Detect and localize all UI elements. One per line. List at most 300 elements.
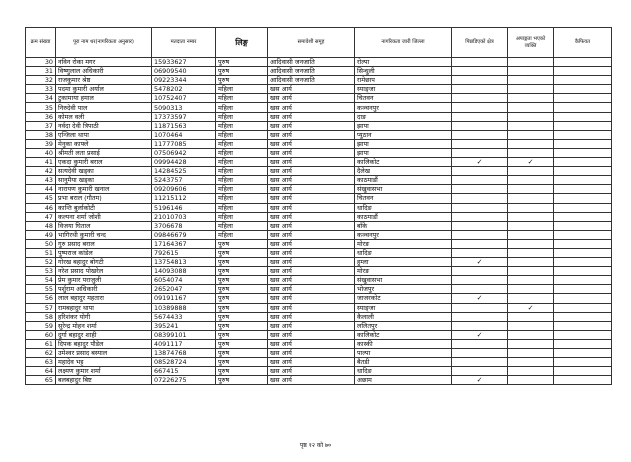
cell-voter-number: 6054074: [152, 276, 216, 285]
cell-voter-number: 08528724: [152, 358, 216, 367]
cell-district: काठमाडौं: [355, 212, 452, 221]
cell-voter-number: 07226275: [152, 376, 216, 385]
cell-serial: 64: [26, 367, 56, 376]
cell-district: चितवन: [355, 94, 452, 103]
cell-remarks: [554, 76, 612, 85]
cell-gender: महिला: [216, 121, 268, 130]
cell-inclusive-group: खस आर्य: [268, 239, 355, 248]
cell-disabled-person: [508, 121, 554, 130]
cell-serial: 50: [26, 239, 56, 248]
cell-district: पाल्पा: [355, 349, 452, 358]
header-backward-area: पिछडिएको क्षेत्र: [452, 28, 508, 58]
cell-serial: 53: [26, 267, 56, 276]
table-row: [26, 285, 612, 294]
cell-district: कास्की: [355, 339, 452, 348]
cell-gender: महिला: [216, 167, 268, 176]
cell-voter-number: 10752407: [152, 94, 216, 103]
cell-name: राजकुमार श्रेष्ठ: [56, 76, 152, 85]
cell-district: काठमाडौं: [355, 176, 452, 185]
cell-inclusive-group: खस आर्य: [268, 185, 355, 194]
table-row: [26, 139, 612, 148]
cell-backward-area: [452, 303, 508, 312]
cell-voter-number: 17164367: [152, 239, 216, 248]
cell-inclusive-group: खस आर्य: [268, 139, 355, 148]
cell-voter-number: 17373597: [152, 112, 216, 121]
cell-inclusive-group: खस आर्य: [268, 103, 355, 112]
cell-voter-number: 11871563: [152, 121, 216, 130]
cell-backward-area: [452, 194, 508, 203]
cell-inclusive-group: खस आर्य: [268, 212, 355, 221]
cell-voter-number: 09209606: [152, 185, 216, 194]
cell-inclusive-group: खस आर्य: [268, 176, 355, 185]
cell-inclusive-group: खस आर्य: [268, 321, 355, 330]
cell-disabled-person: [508, 230, 554, 239]
cell-remarks: [554, 67, 612, 76]
cell-serial: 38: [26, 130, 56, 139]
cell-name: एकदा कुमारी बराल: [56, 158, 152, 167]
cell-backward-area: [452, 58, 508, 67]
cell-inclusive-group: खस आर्य: [268, 330, 355, 339]
cell-serial: 35: [26, 103, 56, 112]
cell-name: उमेश्वर प्रसाद बस्याल: [56, 349, 152, 358]
cell-remarks: [554, 85, 612, 94]
cell-backward-area: ✓: [452, 158, 508, 167]
cell-disabled-person: [508, 67, 554, 76]
cell-remarks: [554, 121, 612, 130]
cell-backward-area: [452, 349, 508, 358]
table-row: [26, 121, 612, 130]
cell-serial: 54: [26, 276, 56, 285]
cell-remarks: [554, 194, 612, 203]
cell-backward-area: [452, 367, 508, 376]
cell-remarks: [554, 267, 612, 276]
cell-inclusive-group: खस आर्य: [268, 358, 355, 367]
cell-disabled-person: ✓: [508, 158, 554, 167]
cell-name: नविन रोका मगर: [56, 58, 152, 67]
table-row: [26, 267, 612, 276]
cell-gender: पुरुष: [216, 321, 268, 330]
cell-inclusive-group: खस आर्य: [268, 367, 355, 376]
header-remarks: कैफियत: [554, 28, 612, 58]
cell-name: टुकामाया हमाल: [56, 94, 152, 103]
cell-inclusive-group: खस आर्य: [268, 376, 355, 385]
cell-gender: महिला: [216, 194, 268, 203]
table-row: [26, 167, 612, 176]
cell-district: सिन्धुली: [355, 67, 452, 76]
cell-gender: महिला: [216, 212, 268, 221]
cell-disabled-person: [508, 276, 554, 285]
cell-serial: 61: [26, 339, 56, 348]
table-row: [26, 76, 612, 85]
cell-name: कोमल वली: [56, 112, 152, 121]
cell-voter-number: 3706678: [152, 221, 216, 230]
cell-inclusive-group: खस आर्य: [268, 339, 355, 348]
cell-remarks: [554, 276, 612, 285]
cell-name: कान्ति बुर्लाकोटी: [56, 203, 152, 212]
cell-voter-number: 14284525: [152, 167, 216, 176]
cell-voter-number: 5478202: [152, 85, 216, 94]
cell-inclusive-group: खस आर्य: [268, 285, 355, 294]
cell-name: गुरु प्रसाद बराल: [56, 239, 152, 248]
cell-voter-number: 10389888: [152, 303, 216, 312]
cell-serial: 34: [26, 94, 56, 103]
cell-remarks: [554, 212, 612, 221]
cell-name: महादेव भट्ट: [56, 358, 152, 367]
cell-name: प्रेम कुमार पराजुली: [56, 276, 152, 285]
cell-district: मोरङ: [355, 239, 452, 248]
cell-gender: पुरुष: [216, 376, 268, 385]
cell-serial: 55: [26, 285, 56, 294]
cell-gender: महिला: [216, 94, 268, 103]
table-body: [26, 58, 612, 385]
cell-inclusive-group: खस आर्य: [268, 267, 355, 276]
table-row: [26, 376, 612, 385]
cell-backward-area: [452, 321, 508, 330]
cell-remarks: [554, 376, 612, 385]
cell-backward-area: [452, 185, 508, 194]
cell-district: झापा: [355, 139, 452, 148]
cell-disabled-person: [508, 203, 554, 212]
cell-gender: पुरुष: [216, 267, 268, 276]
cell-remarks: [554, 303, 612, 312]
candidate-list-sheet: [25, 27, 611, 385]
cell-inclusive-group: खस आर्य: [268, 194, 355, 203]
cell-remarks: [554, 112, 612, 121]
table-row: [26, 330, 612, 339]
page-footer: पृष्ठ १२ को ७०: [299, 442, 332, 449]
cell-disabled-person: [508, 212, 554, 221]
cell-serial: 32: [26, 76, 56, 85]
cell-name: दिपक बहादुर पौडेल: [56, 339, 152, 348]
cell-serial: 43: [26, 176, 56, 185]
cell-serial: 36: [26, 112, 56, 121]
cell-voter-number: 09223344: [152, 76, 216, 85]
cell-backward-area: [452, 221, 508, 230]
cell-inclusive-group: खस आर्य: [268, 148, 355, 157]
cell-backward-area: [452, 112, 508, 121]
cell-district: कैलाली: [355, 312, 452, 321]
cell-inclusive-group: खस आर्य: [268, 130, 355, 139]
cell-disabled-person: [508, 321, 554, 330]
header-voter-number: मतदाता नम्बर: [152, 28, 216, 58]
cell-district: धादिङ: [355, 203, 452, 212]
cell-remarks: [554, 330, 612, 339]
cell-backward-area: [452, 67, 508, 76]
cell-voter-number: 15933627: [152, 58, 216, 67]
cell-name: रामबहादुर थापा: [56, 303, 152, 312]
cell-inclusive-group: खस आर्य: [268, 248, 355, 257]
table-row: [26, 367, 612, 376]
cell-district: बैतडी: [355, 358, 452, 367]
cell-gender: पुरुष: [216, 367, 268, 376]
cell-disabled-person: [508, 339, 554, 348]
cell-inclusive-group: खस आर्य: [268, 294, 355, 303]
table-row: [26, 203, 612, 212]
table-row: [26, 85, 612, 94]
table-row: [26, 358, 612, 367]
cell-inclusive-group: आदिवासी जनजाति: [268, 58, 355, 67]
cell-disabled-person: [508, 130, 554, 139]
header-inclusive-group: समावेशी समूह: [268, 28, 355, 58]
cell-disabled-person: [508, 139, 554, 148]
cell-serial: 63: [26, 358, 56, 367]
table-row: [26, 303, 612, 312]
cell-disabled-person: [508, 221, 554, 230]
cell-serial: 46: [26, 203, 56, 212]
cell-remarks: [554, 294, 612, 303]
cell-serial: 52: [26, 258, 56, 267]
cell-serial: 59: [26, 321, 56, 330]
cell-backward-area: ✓: [452, 258, 508, 267]
candidate-table: [25, 27, 612, 385]
cell-remarks: [554, 58, 612, 67]
cell-inclusive-group: खस आर्य: [268, 221, 355, 230]
cell-voter-number: 5090313: [152, 103, 216, 112]
cell-backward-area: [452, 76, 508, 85]
cell-name: पुष्पराज कांडेल: [56, 248, 152, 257]
cell-name: विष्णुलाल अधिकारी: [56, 67, 152, 76]
table-row: [26, 321, 612, 330]
cell-gender: पुरुष: [216, 258, 268, 267]
cell-backward-area: [452, 121, 508, 130]
cell-district: चितवन: [355, 194, 452, 203]
cell-inclusive-group: खस आर्य: [268, 303, 355, 312]
cell-gender: पुरुष: [216, 285, 268, 294]
cell-district: झापा: [355, 121, 452, 130]
table-row: [26, 176, 612, 185]
cell-name: नरेश प्रसाद पोखरेल: [56, 267, 152, 276]
cell-backward-area: [452, 267, 508, 276]
cell-gender: पुरुष: [216, 239, 268, 248]
cell-voter-number: 5243757: [152, 176, 216, 185]
cell-voter-number: 09846679: [152, 230, 216, 239]
cell-backward-area: [452, 339, 508, 348]
cell-gender: महिला: [216, 230, 268, 239]
cell-serial: 47: [26, 212, 56, 221]
table-row: [26, 130, 612, 139]
cell-serial: 44: [26, 185, 56, 194]
cell-remarks: [554, 367, 612, 376]
cell-remarks: [554, 248, 612, 257]
cell-remarks: [554, 230, 612, 239]
cell-inclusive-group: खस आर्य: [268, 121, 355, 130]
cell-voter-number: 14093088: [152, 267, 216, 276]
cell-gender: पुरुष: [216, 349, 268, 358]
cell-voter-number: 11215112: [152, 194, 216, 203]
cell-voter-number: 13754813: [152, 258, 216, 267]
cell-gender: पुरुष: [216, 303, 268, 312]
cell-remarks: [554, 349, 612, 358]
cell-voter-number: 1070464: [152, 130, 216, 139]
table-row: [26, 185, 612, 194]
cell-name: सुरेन्द्र मोहन शर्मा: [56, 321, 152, 330]
cell-serial: 62: [26, 349, 56, 358]
cell-disabled-person: [508, 112, 554, 121]
cell-inclusive-group: आदिवासी जनजाति: [268, 67, 355, 76]
cell-gender: पुरुष: [216, 358, 268, 367]
header-gender: लिङ्ग: [216, 28, 268, 58]
cell-serial: 49: [26, 230, 56, 239]
cell-gender: महिला: [216, 85, 268, 94]
table-row: [26, 276, 612, 285]
cell-backward-area: [452, 230, 508, 239]
cell-gender: पुरुष: [216, 312, 268, 321]
cell-voter-number: 2652047: [152, 285, 216, 294]
cell-serial: 65: [26, 376, 56, 385]
cell-name: लक्ष्मण कुमार शर्मा: [56, 367, 152, 376]
cell-voter-number: 11777085: [152, 139, 216, 148]
table-row: [26, 112, 612, 121]
cell-remarks: [554, 339, 612, 348]
cell-backward-area: [452, 358, 508, 367]
table-row: [26, 339, 612, 348]
cell-voter-number: 5674433: [152, 312, 216, 321]
cell-remarks: [554, 167, 612, 176]
cell-disabled-person: [508, 239, 554, 248]
cell-district: कञ्चनपुर: [355, 230, 452, 239]
table-row: [26, 94, 612, 103]
cell-disabled-person: [508, 176, 554, 185]
cell-remarks: [554, 176, 612, 185]
cell-disabled-person: [508, 258, 554, 267]
cell-district: रोल्पा: [355, 58, 452, 67]
table-row: [26, 294, 612, 303]
cell-serial: 42: [26, 167, 56, 176]
cell-name: प्रभा बराल (गौतम): [56, 194, 152, 203]
cell-district: दैलेख: [355, 167, 452, 176]
cell-remarks: [554, 321, 612, 330]
cell-name: पदमा कुमारी अर्याल: [56, 85, 152, 94]
cell-name: बलबहादुर बिष्ट: [56, 376, 152, 385]
cell-voter-number: 06909540: [152, 67, 216, 76]
cell-inclusive-group: खस आर्य: [268, 203, 355, 212]
cell-gender: पुरुष: [216, 276, 268, 285]
cell-serial: 45: [26, 194, 56, 203]
cell-backward-area: [452, 285, 508, 294]
cell-disabled-person: [508, 285, 554, 294]
cell-serial: 31: [26, 67, 56, 76]
cell-name: नारायण कुमारी खनाल: [56, 185, 152, 194]
cell-name: कल्पना शर्मा जोशी: [56, 212, 152, 221]
cell-gender: पुरुष: [216, 294, 268, 303]
cell-serial: 41: [26, 158, 56, 167]
cell-disabled-person: [508, 185, 554, 194]
cell-district: ललितपुर: [355, 321, 452, 330]
cell-district: कञ्चनपुर: [355, 103, 452, 112]
cell-backward-area: [452, 239, 508, 248]
cell-disabled-person: [508, 294, 554, 303]
cell-voter-number: 09994428: [152, 158, 216, 167]
header-serial: क्रम संख्या: [26, 28, 56, 58]
cell-voter-number: 4091117: [152, 339, 216, 348]
cell-backward-area: [452, 103, 508, 112]
cell-disabled-person: [508, 94, 554, 103]
table-row: [26, 194, 612, 203]
cell-name: भागिरथी कुमारी चन्द: [56, 230, 152, 239]
cell-name: विजया घिताल: [56, 221, 152, 230]
header-district: नागरिकता जारी जिल्ला: [355, 28, 452, 58]
cell-voter-number: 07506942: [152, 148, 216, 157]
cell-name: हरिशंकर योगी: [56, 312, 152, 321]
cell-district: भोजपुर: [355, 285, 452, 294]
cell-backward-area: ✓: [452, 376, 508, 385]
table-row: [26, 230, 612, 239]
cell-name: निरुदेवी पाल: [56, 103, 152, 112]
cell-disabled-person: [508, 376, 554, 385]
cell-name: नर्वदा देवी त्रिपाठी: [56, 121, 152, 130]
cell-inclusive-group: खस आर्य: [268, 258, 355, 267]
cell-backward-area: [452, 312, 508, 321]
cell-remarks: [554, 203, 612, 212]
cell-serial: 40: [26, 148, 56, 157]
cell-gender: महिला: [216, 130, 268, 139]
cell-disabled-person: [508, 58, 554, 67]
cell-disabled-person: [508, 103, 554, 112]
cell-remarks: [554, 221, 612, 230]
cell-serial: 56: [26, 294, 56, 303]
table-row: [26, 239, 612, 248]
cell-district: झापा: [355, 148, 452, 157]
table-row: [26, 212, 612, 221]
cell-disabled-person: [508, 85, 554, 94]
cell-disabled-person: [508, 349, 554, 358]
cell-backward-area: ✓: [452, 294, 508, 303]
table-row: [26, 258, 612, 267]
cell-voter-number: 395241: [152, 321, 216, 330]
cell-voter-number: 21010703: [152, 212, 216, 221]
cell-name: श्रीमती लता प्रसाई: [56, 148, 152, 157]
cell-inclusive-group: खस आर्य: [268, 167, 355, 176]
cell-inclusive-group: खस आर्य: [268, 230, 355, 239]
table-row: [26, 312, 612, 321]
cell-gender: पुरुष: [216, 339, 268, 348]
table-row: [26, 148, 612, 157]
cell-disabled-person: [508, 194, 554, 203]
cell-inclusive-group: खस आर्य: [268, 276, 355, 285]
cell-district: जाजरकोट: [355, 294, 452, 303]
cell-name: दुर्गा बहादुर शाही: [56, 330, 152, 339]
cell-district: मोरङ: [355, 267, 452, 276]
cell-serial: 39: [26, 139, 56, 148]
cell-disabled-person: [508, 312, 554, 321]
cell-inclusive-group: खस आर्य: [268, 112, 355, 121]
table-row: [26, 221, 612, 230]
cell-remarks: [554, 130, 612, 139]
cell-district: संखुवासभा: [355, 185, 452, 194]
cell-district: स्याङ्जा: [355, 303, 452, 312]
cell-backward-area: [452, 167, 508, 176]
cell-remarks: [554, 185, 612, 194]
cell-district: बाँके: [355, 221, 452, 230]
cell-district: हुम्ला: [355, 258, 452, 267]
cell-gender: पुरुष: [216, 76, 268, 85]
cell-backward-area: [452, 248, 508, 257]
cell-serial: 57: [26, 303, 56, 312]
cell-district: संखुवासभा: [355, 276, 452, 285]
cell-gender: महिला: [216, 139, 268, 148]
cell-backward-area: [452, 130, 508, 139]
cell-serial: 58: [26, 312, 56, 321]
cell-serial: 48: [26, 221, 56, 230]
cell-remarks: [554, 312, 612, 321]
cell-voter-number: 667415: [152, 367, 216, 376]
cell-backward-area: [452, 85, 508, 94]
cell-gender: महिला: [216, 148, 268, 157]
cell-district: कालिकोट: [355, 330, 452, 339]
cell-remarks: [554, 239, 612, 248]
cell-voter-number: 09191167: [152, 294, 216, 303]
cell-remarks: [554, 285, 612, 294]
